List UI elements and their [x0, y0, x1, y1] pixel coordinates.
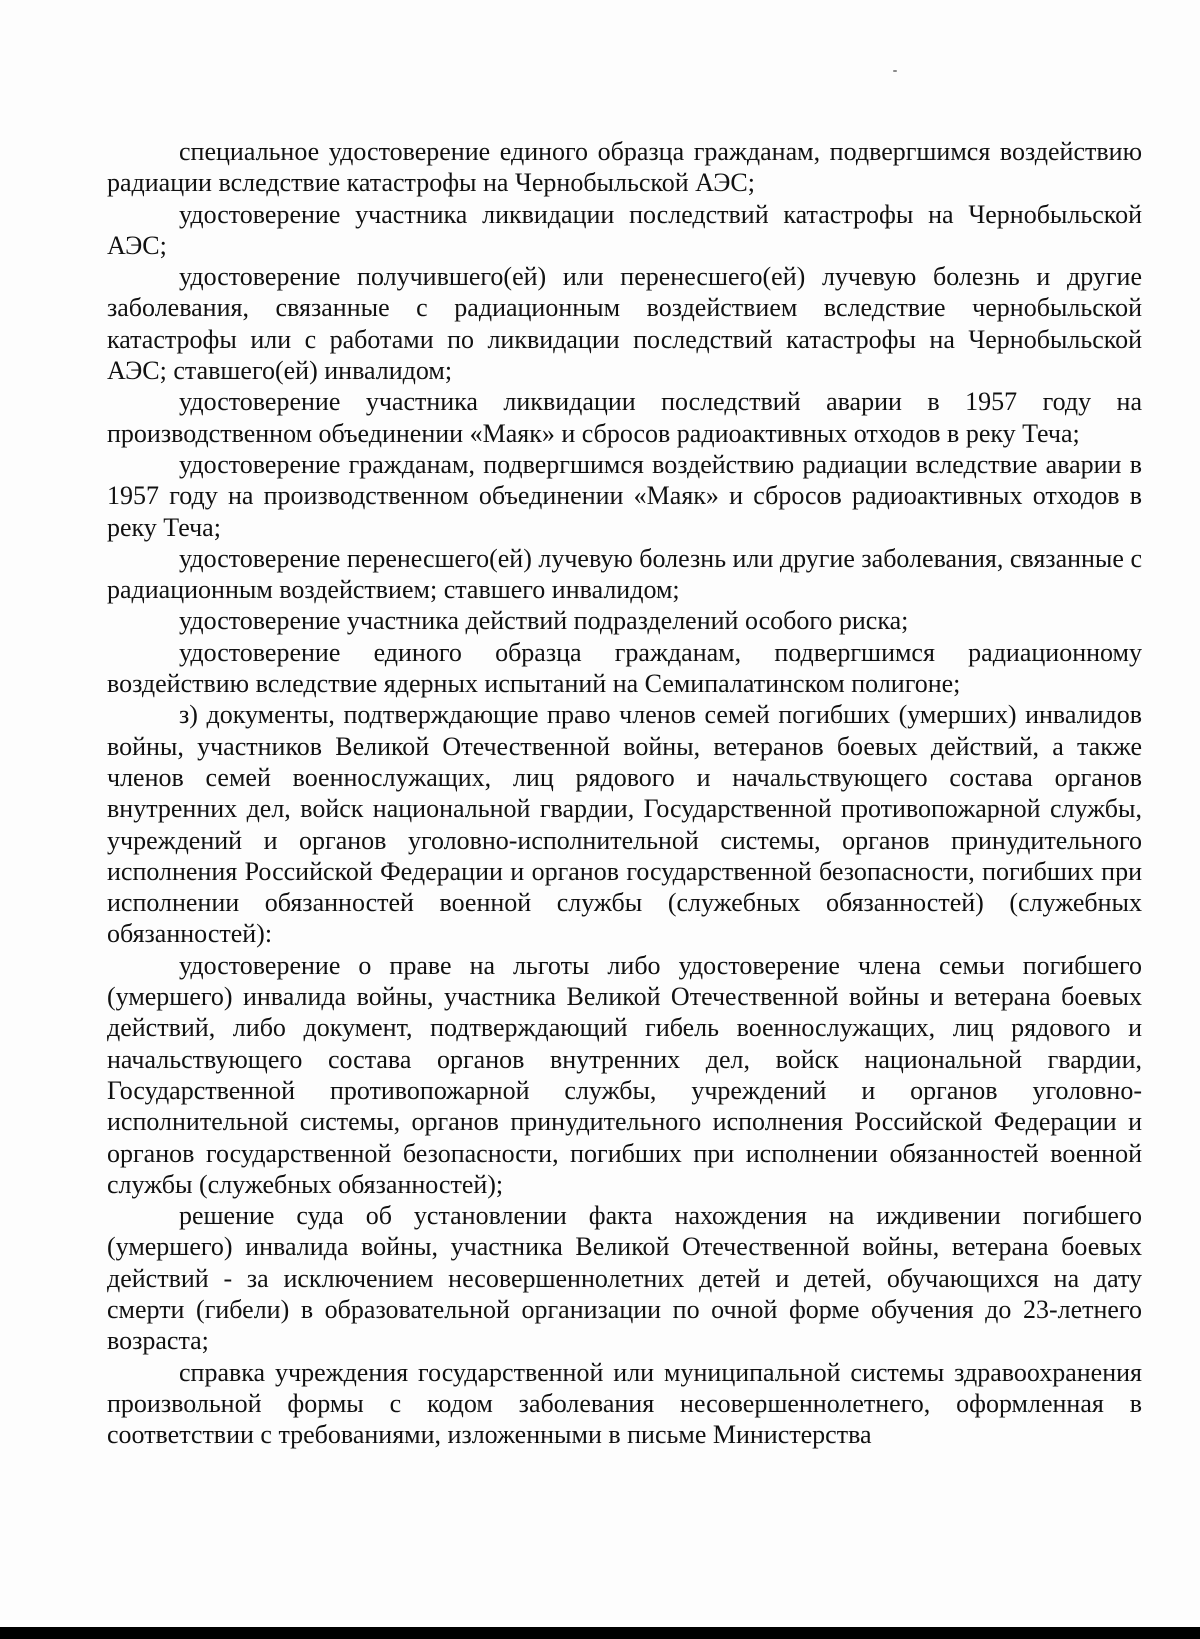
document-body [107, 136, 1142, 1450]
paragraph-special-risk-certificate: удостоверение участника действий подразделений особого риска; [179, 606, 909, 636]
paragraph-court-decision: решение суда об установлении факта нахождения на иждивении погибшего (умершего) инвалида войны, участника Великой Отечественной войны, ветерана боевых действий - за исключением несовершеннолетних детей и детей, обучающихся на дату смерти (гибели) в образовательной организации по очной форме обучения до 23-летнего возраста; [107, 1201, 1142, 1356]
scan-bottom-edge [0, 1627, 1200, 1639]
paragraph-chernobyl-special-certificate: специальное удостоверение единого образца гражданам, подвергшимся воздействию радиации вследствие катастрофы на Чернобыльской АЭС; [107, 137, 1142, 198]
paragraph-radiation-disability-certificate: удостоверение перенесшего(ей) лучевую болезнь или другие заболевания, связанные с радиационным воздействием; ставшего инвалидом; [107, 543, 1142, 605]
paragraph-mayak-citizen-certificate: удостоверение гражданам, подвергшимся воздействию радиации вследствие аварии в 1957 году на производственном объединении «Маяк» и сбросов радиоактивных отходов в реку Теча; [107, 449, 1142, 542]
paragraph-benefits-certificate: удостоверение о праве на льготы либо удостоверение члена семьи погибшего (умершего) инвалида войны, участника Великой Отечественной войны и ветерана боевых действий, либо документ, подтверждающий гибель военнослужащих, лиц рядового и начальствующего состава органов внутренних дел, войск национальной гвардии, Государственной противопожарной службы, учреждений и органов уголовно-исполнительной системы, органов принудительного исполнения Российской Федерации и органов государственной безопасности, погибших при исполнении обязанностей военной службы (служебных обязанностей); [107, 950, 1142, 1199]
paragraph-chernobyl-liquidator-certificate: удостоверение участника ликвидации последствий катастрофы на Чернобыльской АЭС; [107, 199, 1142, 260]
paragraph-mayak-liquidator-certificate: удостоверение участника ликвидации последствий аварии в 1957 году на производственном объединении «Маяк» и сбросов радиоактивных отходов в реку Теча; [107, 387, 1142, 448]
paragraph-semipalatinsk-certificate: удостоверение единого образца гражданам, подвергшимся радиационному воздействию вследствие ядерных испытаний на Семипалатинском полигоне; [107, 637, 1142, 699]
paragraph-item-z-family-documents: з) документы, подтверждающие право членов семей погибших (умерших) инвалидов войны, участников Великой Отечественной войны, ветеранов боевых действий, а также членов семей военнослужащих, лиц рядового и начальствующего состава органов внутренних дел, войск национальной гвардии, Государственной противопожарной службы, учреждений и органов уголовно-исполнительной системы, органов принудительного исполнения Российской Федерации и органов государственной безопасности, погибших при исполнении обязанностей военной службы (служебных обязанностей) (служебных обязанностей): [107, 700, 1142, 949]
scan-speck [893, 70, 897, 72]
paragraph-medical-certificate: справка учреждения государственной или муниципальной системы здравоохранения произвольной формы с кодом заболевания несовершеннолетнего, оформленная в соответствии с требованиями, изложенными в письме Министерства [107, 1357, 1142, 1450]
paragraph-radiation-sickness-certificate: удостоверение получившего(ей) или перенесшего(ей) лучевую болезнь и другие заболевания, связанные с радиационным воздействием вследствие чернобыльской катастрофы или с работами по ликвидации последствий катастрофы на Чернобыльской АЭС; ставшего(ей) инвалидом; [107, 262, 1142, 386]
